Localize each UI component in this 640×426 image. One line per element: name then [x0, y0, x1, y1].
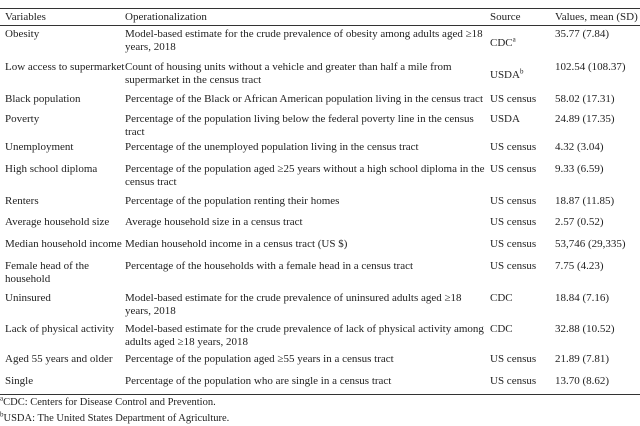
source-cell: [490, 373, 555, 395]
operationalization-cell: [125, 373, 490, 395]
operationalization-cell-text: Percentage of the population aged ≥55 years in a census tract: [125, 352, 394, 365]
header-row: [0, 9, 640, 26]
variable-cell: [0, 26, 125, 59]
source-cell-text: CDC: [490, 36, 513, 49]
value-cell-text: 53,746 (29,335): [555, 237, 626, 250]
value-cell: [555, 258, 640, 290]
variable-cell-text: Uninsured: [5, 291, 51, 304]
value-cell: [555, 139, 640, 161]
source-cell-text: US census: [490, 352, 537, 365]
variable-cell: [0, 290, 125, 321]
table-row: [0, 290, 640, 321]
operationalization-cell: [125, 321, 490, 351]
source-cell-text: US census: [490, 259, 537, 272]
source-cell-text: CDC: [490, 291, 513, 304]
operationalization-cell: [125, 161, 490, 193]
operationalization-cell: [125, 214, 490, 236]
value-cell-text: 102.54 (108.37): [555, 60, 626, 73]
source-cell: [490, 193, 555, 214]
source-cell: [490, 111, 555, 139]
table-row: [0, 321, 640, 351]
table-row: [0, 214, 640, 236]
source-cell: [490, 91, 555, 111]
value-cell-text: 18.87 (11.85): [555, 194, 615, 207]
table-row: [0, 373, 640, 395]
table-row: [0, 139, 640, 161]
source-cell: [490, 236, 555, 258]
source-cell-text: CDC: [490, 322, 513, 335]
header-variables: Variables: [5, 11, 46, 23]
value-cell: [555, 91, 640, 111]
value-cell-text: 13.70 (8.62): [555, 374, 610, 387]
value-cell: [555, 111, 640, 139]
variable-cell-text: Average household size: [5, 215, 110, 228]
operationalization-cell-text: Model-based estimate for the crude prevalence of lack of physical activity among adults aged ≥18 years, 2018: [125, 322, 484, 348]
source-cell-text: US census: [490, 237, 537, 250]
variable-cell-text: Obesity: [5, 28, 40, 40]
value-cell-text: 7.75 (4.23): [555, 259, 604, 272]
source-cell: [490, 161, 555, 193]
source-cell-text: US census: [490, 215, 537, 228]
value-cell: [555, 26, 640, 59]
table-row: [0, 161, 640, 193]
operationalization-cell: [125, 139, 490, 161]
operationalization-cell: [125, 258, 490, 290]
variable-cell-text: Female head of the household: [5, 259, 89, 285]
source-cell-text: US census: [490, 140, 537, 153]
operationalization-cell-text: Percentage of the population who are single in a census tract: [125, 374, 392, 387]
source-cell-text: US census: [490, 194, 537, 207]
operationalization-cell: [125, 193, 490, 214]
variables-table: [0, 8, 640, 395]
operationalization-cell: [125, 290, 490, 321]
variable-cell-text: Single: [5, 374, 34, 387]
operationalization-cell: [125, 59, 490, 91]
variable-cell-text: Low access to supermarket: [5, 60, 125, 73]
source-cell-text: USDA: [490, 112, 520, 125]
operationalization-cell-text: Median household income in a census tract (US $): [125, 237, 348, 250]
table-row: [0, 26, 640, 59]
operationalization-cell: [125, 111, 490, 139]
variable-cell: [0, 214, 125, 236]
variable-cell: [0, 351, 125, 373]
value-cell-text: 4.32 (3.04): [555, 140, 604, 153]
value-cell-text: 58.02 (17.31): [555, 92, 615, 105]
footnote-a: [0, 394, 216, 408]
variable-cell: [0, 91, 125, 111]
variable-cell: [0, 258, 125, 290]
variable-cell-text: Median household income: [5, 237, 122, 250]
value-cell-text: 9.33 (6.59): [555, 162, 604, 175]
value-cell-text: 21.89 (7.81): [555, 352, 610, 365]
value-cell: [555, 351, 640, 373]
header-operationalization: Operationalization: [125, 11, 207, 23]
value-cell: [555, 161, 640, 193]
variable-cell: [0, 161, 125, 193]
source-cell: [490, 321, 555, 351]
footnote-marker: a: [0, 394, 4, 403]
operationalization-cell-text: Percentage of the households with a female head in a census tract: [125, 259, 414, 272]
variable-cell: [0, 321, 125, 351]
variable-cell-text: Aged 55 years and older: [5, 352, 113, 365]
source-cell-text: US census: [490, 374, 537, 387]
source-cell-text: US census: [490, 92, 537, 105]
table-row: [0, 236, 640, 258]
value-cell: [555, 321, 640, 351]
value-cell: [555, 290, 640, 321]
value-cell-text: 35.77 (7.84): [555, 28, 610, 40]
footnote-marker: a: [512, 35, 516, 44]
variable-cell: [0, 193, 125, 214]
source-cell: [490, 139, 555, 161]
source-cell: [490, 214, 555, 236]
table-row: [0, 258, 640, 290]
header-values: Values, mean (SD): [555, 11, 638, 23]
source-cell: [490, 59, 555, 91]
source-cell-text: USDA: [490, 69, 520, 81]
operationalization-cell-text: Model-based estimate for the crude prevalence of obesity among adults aged ≥18 years, 2018: [125, 28, 483, 53]
variable-cell: [0, 373, 125, 395]
value-cell-text: 2.57 (0.52): [555, 215, 604, 228]
operationalization-cell-text: Percentage of the population aged ≥25 years without a high school diploma in the census tract: [125, 162, 485, 188]
table-row: [0, 111, 640, 139]
variable-cell-text: Unemployment: [5, 140, 74, 153]
value-cell: [555, 373, 640, 395]
operationalization-cell-text: Model-based estimate for the crude prevalence of uninsured adults aged ≥18 years, 2018: [125, 291, 462, 317]
variable-cell-text: Black population: [5, 92, 81, 105]
variable-cell-text: High school diploma: [5, 162, 98, 175]
variable-cell: [0, 59, 125, 91]
table-row: [0, 351, 640, 373]
operationalization-cell: [125, 91, 490, 111]
source-cell-text: US census: [490, 162, 537, 175]
footnote-marker: b: [519, 67, 524, 76]
table-row: [0, 193, 640, 214]
operationalization-cell-text: Count of housing units without a vehicle and greater than half a mile from supermarket in the census tract: [125, 60, 452, 86]
value-cell-text: 32.88 (10.52): [555, 322, 615, 335]
operationalization-cell: [125, 26, 490, 59]
value-cell: [555, 193, 640, 214]
value-cell-text: 18.84 (7.16): [555, 291, 610, 304]
value-cell-text: 24.89 (17.35): [555, 112, 615, 125]
operationalization-cell: [125, 351, 490, 373]
variable-cell: [0, 139, 125, 161]
operationalization-cell: [125, 236, 490, 258]
variable-cell-text: Lack of physical activity: [5, 322, 115, 335]
table-row: [0, 59, 640, 91]
operationalization-cell-text: Percentage of the population renting their homes: [125, 194, 340, 207]
operationalization-cell-text: Average household size in a census tract: [125, 215, 303, 228]
value-cell: [555, 59, 640, 91]
footnote-text: USDA: The United States Department of Agriculture.: [3, 413, 230, 424]
source-cell: [490, 351, 555, 373]
value-cell: [555, 214, 640, 236]
footnote-marker: b: [0, 410, 4, 419]
footnote-b: [0, 410, 230, 424]
operationalization-cell-text: Percentage of the population living below the federal poverty line in the census tract: [125, 112, 474, 138]
source-cell: [490, 258, 555, 290]
variable-cell: [0, 236, 125, 258]
value-cell: [555, 236, 640, 258]
variable-cell-text: Poverty: [5, 112, 40, 125]
footnote-text: CDC: Centers for Disease Control and Prevention.: [3, 397, 216, 408]
operationalization-cell-text: Percentage of the Black or African American population living in the census tract: [125, 92, 483, 105]
header-source: Source: [490, 11, 521, 23]
variable-cell-text: Renters: [5, 194, 39, 207]
source-cell: [490, 290, 555, 321]
variable-cell: [0, 111, 125, 139]
source-cell: [490, 26, 555, 59]
operationalization-cell-text: Percentage of the unemployed population living in the census tract: [125, 140, 419, 153]
table-row: [0, 91, 640, 111]
